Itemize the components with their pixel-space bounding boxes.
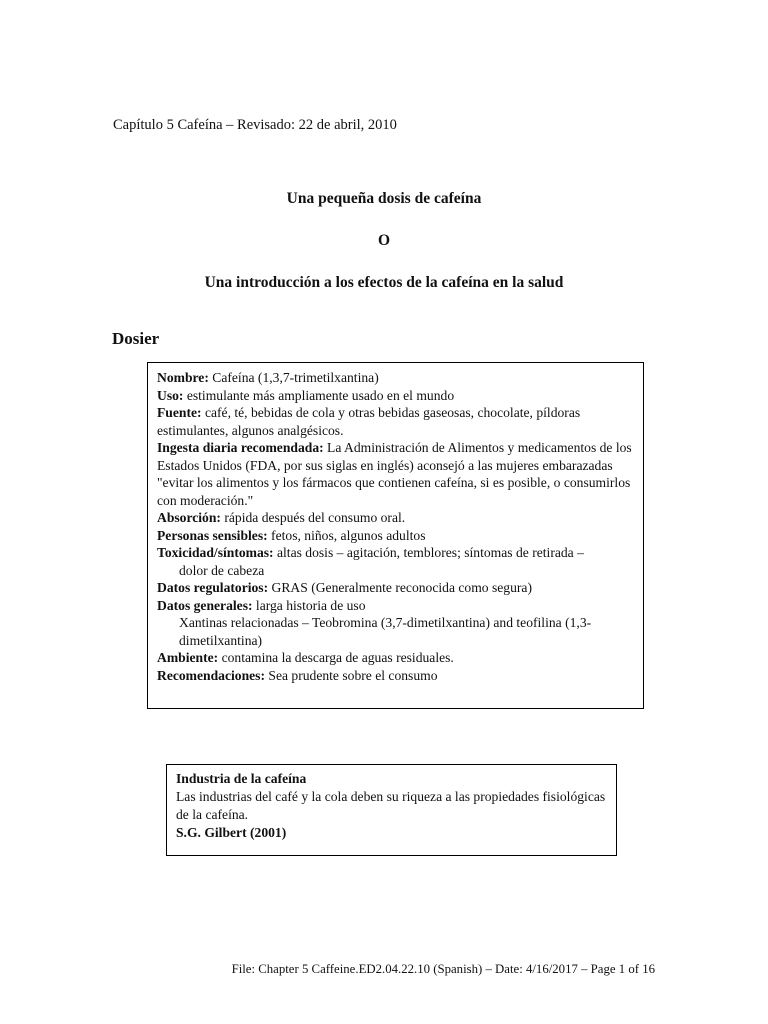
- entry-text: GRAS (Generalmente reconocida como segura): [268, 580, 532, 595]
- document-title: Una pequeña dosis de cafeína: [286, 190, 482, 207]
- quote-body: Las industrias del café y la cola deben su riqueza a las propiedades fisiológicas de la cafeína.: [176, 789, 606, 822]
- entry-text: café, té, bebidas de cola y otras bebidas gaseosas, chocolate, píldoras estimulantes, algunos analgésicos.: [157, 405, 581, 438]
- dosier-heading: Dosier: [112, 329, 160, 348]
- entry-label: Absorción:: [157, 510, 221, 525]
- entry-generales-continuation: Xantinas relacionadas – Teobromina (3,7-dimetilxantina) and teofilina (1,3-dimetilxantina): [179, 615, 592, 648]
- entry-text: altas dosis – agitación, temblores; síntomas de retirada –: [273, 545, 584, 560]
- entry-recomendaciones: [157, 667, 634, 685]
- entry-fuente: [157, 404, 634, 439]
- entry-label: Recomendaciones:: [157, 667, 265, 683]
- entry-label: Personas sensibles:: [157, 527, 268, 543]
- entry-uso: [157, 387, 634, 405]
- entry-text: fetos, niños, algunos adultos: [267, 527, 426, 543]
- entry-label: Uso:: [157, 387, 184, 403]
- page-footer: File: Chapter 5 Caffeine.ED2.04.22.10 (Spanish) – Date: 4/16/2017 – Page 1 of 16: [231, 962, 655, 976]
- entry-label: Ambiente:: [157, 650, 219, 665]
- entry-label: Nombre:: [157, 370, 209, 385]
- entry-text: Sea prudente sobre el consumo: [264, 667, 438, 683]
- entry-absorcion: [157, 509, 634, 527]
- document-subtitle: Una introducción a los efectos de la cafeína en la salud: [204, 274, 564, 291]
- entry-label: Fuente:: [157, 405, 202, 420]
- entry-text: estimulante más ampliamente usado en el mundo: [183, 387, 455, 403]
- entry-text: Cafeína (1,3,7-trimetilxantina): [208, 370, 379, 385]
- quote-box: [166, 764, 617, 856]
- quote-title: Industria de la cafeína: [176, 771, 307, 786]
- quote-author: S.G. Gilbert (2001): [176, 825, 287, 840]
- entry-text: rápida después del consumo oral.: [220, 510, 406, 525]
- entry-text: larga historia de uso: [252, 597, 366, 613]
- entry-regulatorios: [157, 579, 634, 597]
- entry-personas: [157, 527, 634, 545]
- entry-nombre: [157, 369, 634, 387]
- entry-ambiente: [157, 649, 634, 667]
- entry-label: Datos generales:: [157, 597, 253, 613]
- entry-label: Datos regulatorios:: [157, 580, 269, 595]
- chapter-header: Capítulo 5 Cafeína – Revisado: 22 de abril, 2010: [113, 117, 397, 133]
- title-separator: O: [377, 232, 391, 249]
- dosier-box: [147, 362, 644, 709]
- entry-generales: [157, 597, 634, 615]
- entry-label: Ingesta diaria recomendada:: [157, 440, 324, 455]
- entry-toxicidad-continuation: dolor de cabeza: [179, 562, 265, 578]
- entry-toxicidad: [157, 544, 634, 562]
- entry-text: La Administración de Alimentos y medicamentos de los Estados Unidos (FDA, por sus siglas en inglés) aconsejó a las mujeres embarazadas "evitar los alimentos y los fármacos que contienen cafeína, si es posible, o consumirlos con moderación.": [157, 440, 632, 508]
- entry-text: contamina la descarga de aguas residuales.: [218, 650, 454, 665]
- entry-ingesta: [157, 439, 634, 509]
- entry-label: Toxicidad/síntomas:: [157, 545, 274, 560]
